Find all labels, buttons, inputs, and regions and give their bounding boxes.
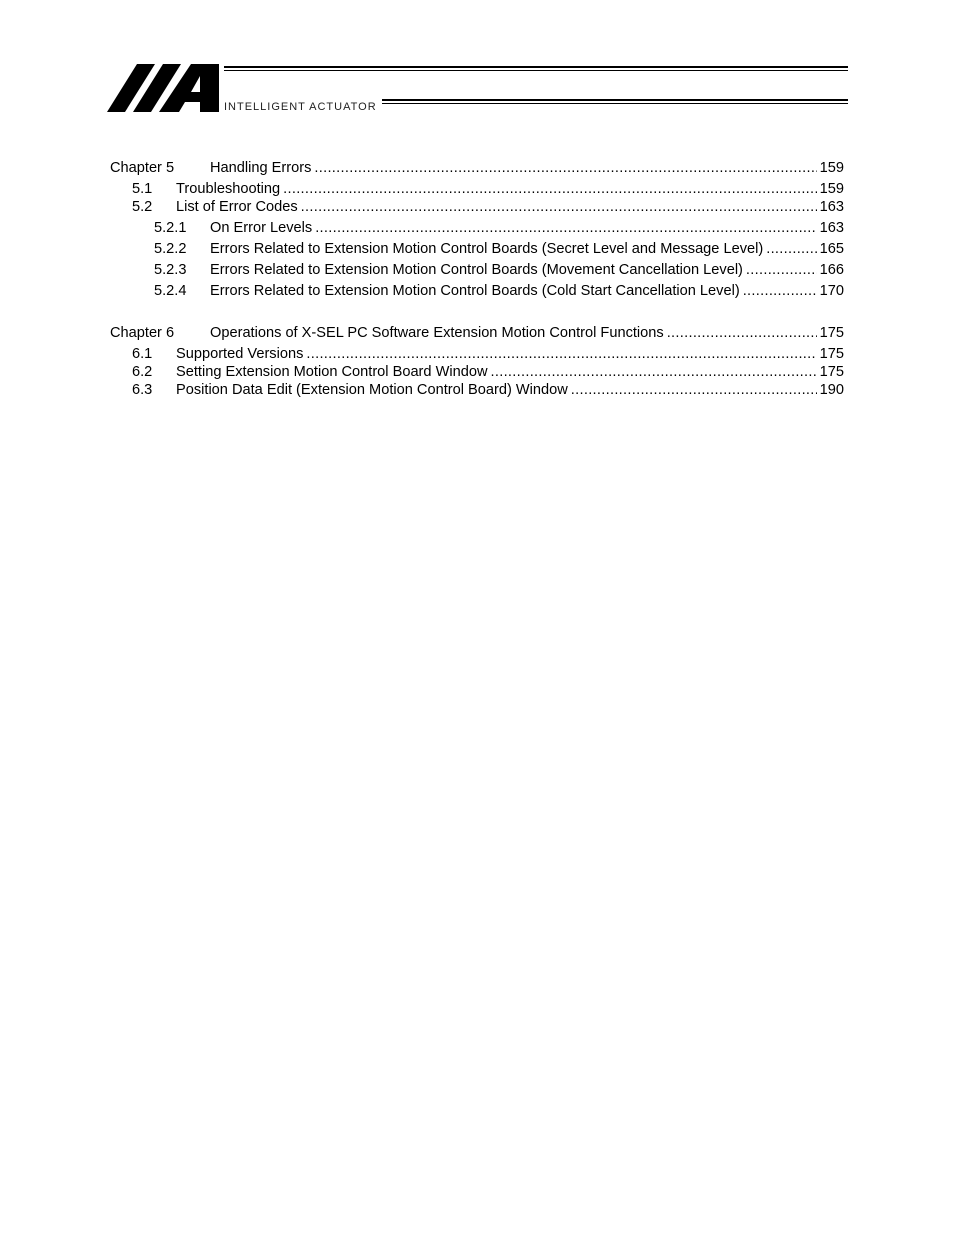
toc-entry-number: 5.2.2	[154, 241, 187, 257]
toc-entry[interactable]	[110, 239, 844, 259]
toc-entry-number: 5.2.3	[154, 262, 187, 278]
header-rule-top-2	[224, 70, 848, 71]
toc-entry-title: Position Data Edit (Extension Motion Control Board) Window	[176, 380, 571, 400]
toc-entry[interactable]	[110, 260, 844, 280]
header-rule-top	[224, 66, 848, 68]
toc-entry-title: Errors Related to Extension Motion Control Boards (Cold Start Cancellation Level)	[210, 281, 743, 301]
toc-leader-dots	[491, 362, 817, 382]
toc-entry-number: 6.3	[132, 382, 153, 398]
iai-logo-icon	[107, 64, 219, 114]
toc-leader-dots	[746, 260, 817, 280]
toc-leader-dots	[571, 380, 817, 400]
toc-entry-page: 159	[817, 158, 844, 178]
toc-entry-title: Setting Extension Motion Control Board Window	[176, 362, 491, 382]
toc-entry-number: 5.2.1	[154, 220, 187, 236]
header-rule-bottom	[382, 99, 848, 101]
toc-entry-title: List of Error Codes	[176, 197, 301, 217]
toc-entry-page: 175	[817, 362, 844, 382]
toc-entry-page: 165	[817, 239, 844, 259]
toc-leader-dots	[766, 239, 816, 259]
toc-entry-title: Supported Versions	[176, 344, 306, 364]
toc-entry-page: 163	[817, 218, 844, 238]
toc-entry-title: Errors Related to Extension Motion Control Boards (Secret Level and Message Level)	[210, 239, 766, 259]
toc-entry-title: On Error Levels	[210, 218, 315, 238]
toc-leader-dots	[283, 179, 817, 199]
toc-entry-title: Handling Errors	[210, 158, 314, 178]
toc-entry-page: 175	[817, 323, 844, 343]
toc-entry-number: Chapter 6	[110, 325, 175, 341]
toc-entry-page: 170	[817, 281, 844, 301]
toc-entry[interactable]	[110, 218, 844, 238]
toc-entry-title: Operations of X-SEL PC Software Extension Motion Control Functions	[210, 323, 667, 343]
toc-entry-number: 6.2	[132, 364, 153, 380]
toc-entry-page: 159	[817, 179, 844, 199]
toc-entry[interactable]	[110, 323, 844, 343]
toc-leader-dots	[314, 158, 816, 178]
toc-entry-number: 5.1	[132, 181, 153, 197]
toc-leader-dots	[667, 323, 817, 343]
toc-entry-title: Troubleshooting	[176, 179, 283, 199]
toc-leader-dots	[743, 281, 817, 301]
page-header	[0, 0, 954, 130]
toc-entry-number: 5.2.4	[154, 283, 187, 299]
toc-leader-dots	[315, 218, 816, 238]
toc-entry[interactable]	[110, 362, 844, 382]
toc-entry-page: 163	[817, 197, 844, 217]
toc-entry-page: 175	[817, 344, 844, 364]
header-rule-bottom-2	[382, 103, 848, 104]
toc-entry[interactable]	[110, 380, 844, 400]
toc-entry[interactable]	[110, 179, 844, 199]
brand-text: INTELLIGENT ACTUATOR	[224, 101, 377, 113]
toc-entry-page: 166	[817, 260, 844, 280]
toc-entry-number: Chapter 5	[110, 160, 175, 176]
toc-entry-page: 190	[817, 380, 844, 400]
toc-entry-number: 6.1	[132, 346, 153, 362]
toc-entry[interactable]	[110, 281, 844, 301]
toc-leader-dots	[306, 344, 816, 364]
toc-leader-dots	[301, 197, 817, 217]
toc-entry-number: 5.2	[132, 199, 153, 215]
toc-entry[interactable]	[110, 197, 844, 217]
toc-entry[interactable]	[110, 344, 844, 364]
toc-entry[interactable]	[110, 158, 844, 178]
toc-entry-title: Errors Related to Extension Motion Control Boards (Movement Cancellation Level)	[210, 260, 746, 280]
